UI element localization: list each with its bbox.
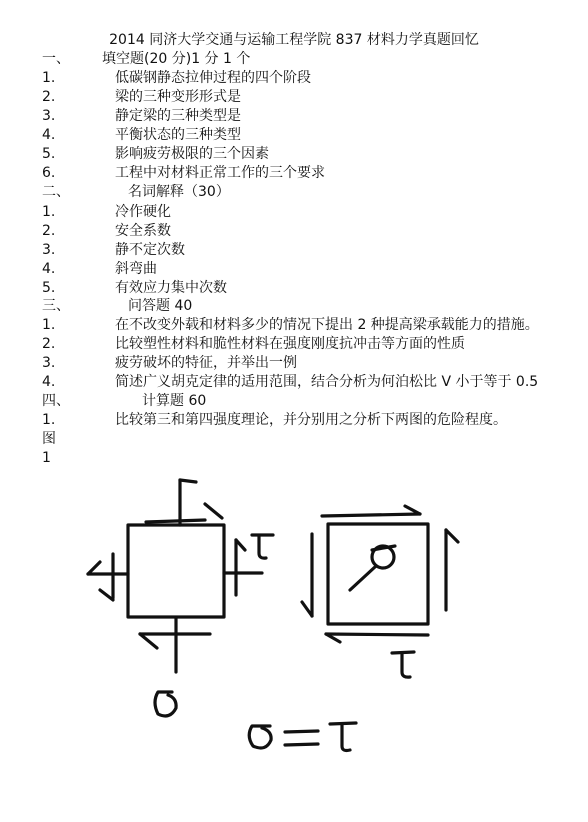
right-element-square (328, 524, 428, 624)
right-right-tau-head (446, 530, 458, 542)
eq-tau-glyph (330, 723, 356, 751)
item-text: 静定梁的三种类型是 (115, 108, 241, 124)
eq-equals-top (285, 731, 318, 732)
item-number: 3. (42, 108, 56, 124)
left-tau-head (100, 590, 113, 600)
right-stress-element (302, 506, 458, 677)
left-element-square (128, 525, 224, 617)
item-number: 1. (42, 70, 56, 86)
section-3-title: 问答题 40 (128, 298, 193, 314)
item-number: 4. (42, 127, 56, 143)
item-text: 比较第三和第四强度理论，并分别用之分析下两图的危险程度。 (115, 412, 507, 428)
figure-number: 1 (42, 450, 51, 466)
item-text: 工程中对材料正常工作的三个要求 (115, 165, 325, 181)
left-arrow-head (88, 562, 100, 574)
section-4-title: 计算题 60 (142, 393, 207, 409)
bottom-tau-head (140, 634, 157, 648)
section-2-number: 二、 (42, 184, 70, 200)
item-text: 简述广义胡克定律的适用范围，结合分析为何泊松比 V 小于等于 0.5 (115, 374, 539, 390)
item-number: 2. (42, 223, 56, 239)
eq-sigma-glyph (249, 726, 271, 748)
equation-sigma-equals-tau (249, 723, 356, 751)
item-text: 静不定次数 (115, 242, 185, 258)
inner-diagonal-line (350, 566, 376, 590)
eq-equals-bottom (285, 744, 318, 745)
left-stress-element (88, 480, 273, 716)
item-text: 斜弯曲 (115, 261, 157, 277)
item-number: 4. (42, 374, 56, 390)
item-number: 1. (42, 317, 56, 333)
section-1-title: 填空题(20 分)1 分 1 个 (102, 51, 251, 67)
item-text: 影响疲劳极限的三个因素 (115, 146, 269, 162)
item-number: 4. (42, 261, 56, 277)
top-tau-line (146, 520, 205, 522)
top-arrow-head (180, 480, 196, 482)
item-text: 安全系数 (115, 223, 171, 239)
section-2-title: 名词解释（30） (128, 184, 230, 200)
top-tau-head (205, 504, 222, 518)
item-number: 3. (42, 242, 56, 258)
item-text: 在不改变外载和材料多少的情况下提出 2 种提高梁承载能力的措施。 (115, 317, 539, 333)
item-number: 5. (42, 280, 56, 296)
item-number: 3. (42, 355, 56, 371)
figure-label: 图 (42, 431, 56, 447)
item-number: 2. (42, 89, 56, 105)
right-top-tau-line (322, 514, 420, 516)
stress-element-figure (0, 470, 588, 770)
section-1-number: 一、 (42, 51, 70, 67)
tau-glyph (252, 535, 273, 558)
section-3-number: 三、 (42, 298, 70, 314)
sigma-glyph (155, 692, 176, 716)
item-number: 5. (42, 146, 56, 162)
item-number: 2. (42, 336, 56, 352)
document-title: 2014 同济大学交通与运输工程学院 837 材料力学真题回忆 (109, 32, 479, 48)
item-text: 比较塑性材料和脆性材料在强度刚度抗冲击等方面的性质 (115, 336, 465, 352)
item-number: 1. (42, 204, 56, 220)
item-number: 6. (42, 165, 56, 181)
item-text: 平衡状态的三种类型 (115, 127, 241, 143)
item-text: 冷作硬化 (115, 204, 171, 220)
item-number: 1. (42, 412, 56, 428)
item-text: 有效应力集中次数 (115, 280, 227, 296)
item-text: 疲劳破坏的特征，并举出一例 (115, 355, 297, 371)
tau-glyph-bottom (392, 652, 414, 677)
item-text: 梁的三种变形形式是 (115, 89, 241, 105)
item-text: 低碳钢静态拉伸过程的四个阶段 (115, 70, 311, 86)
right-bottom-tau-line (326, 634, 428, 635)
section-4-number: 四、 (42, 393, 70, 409)
